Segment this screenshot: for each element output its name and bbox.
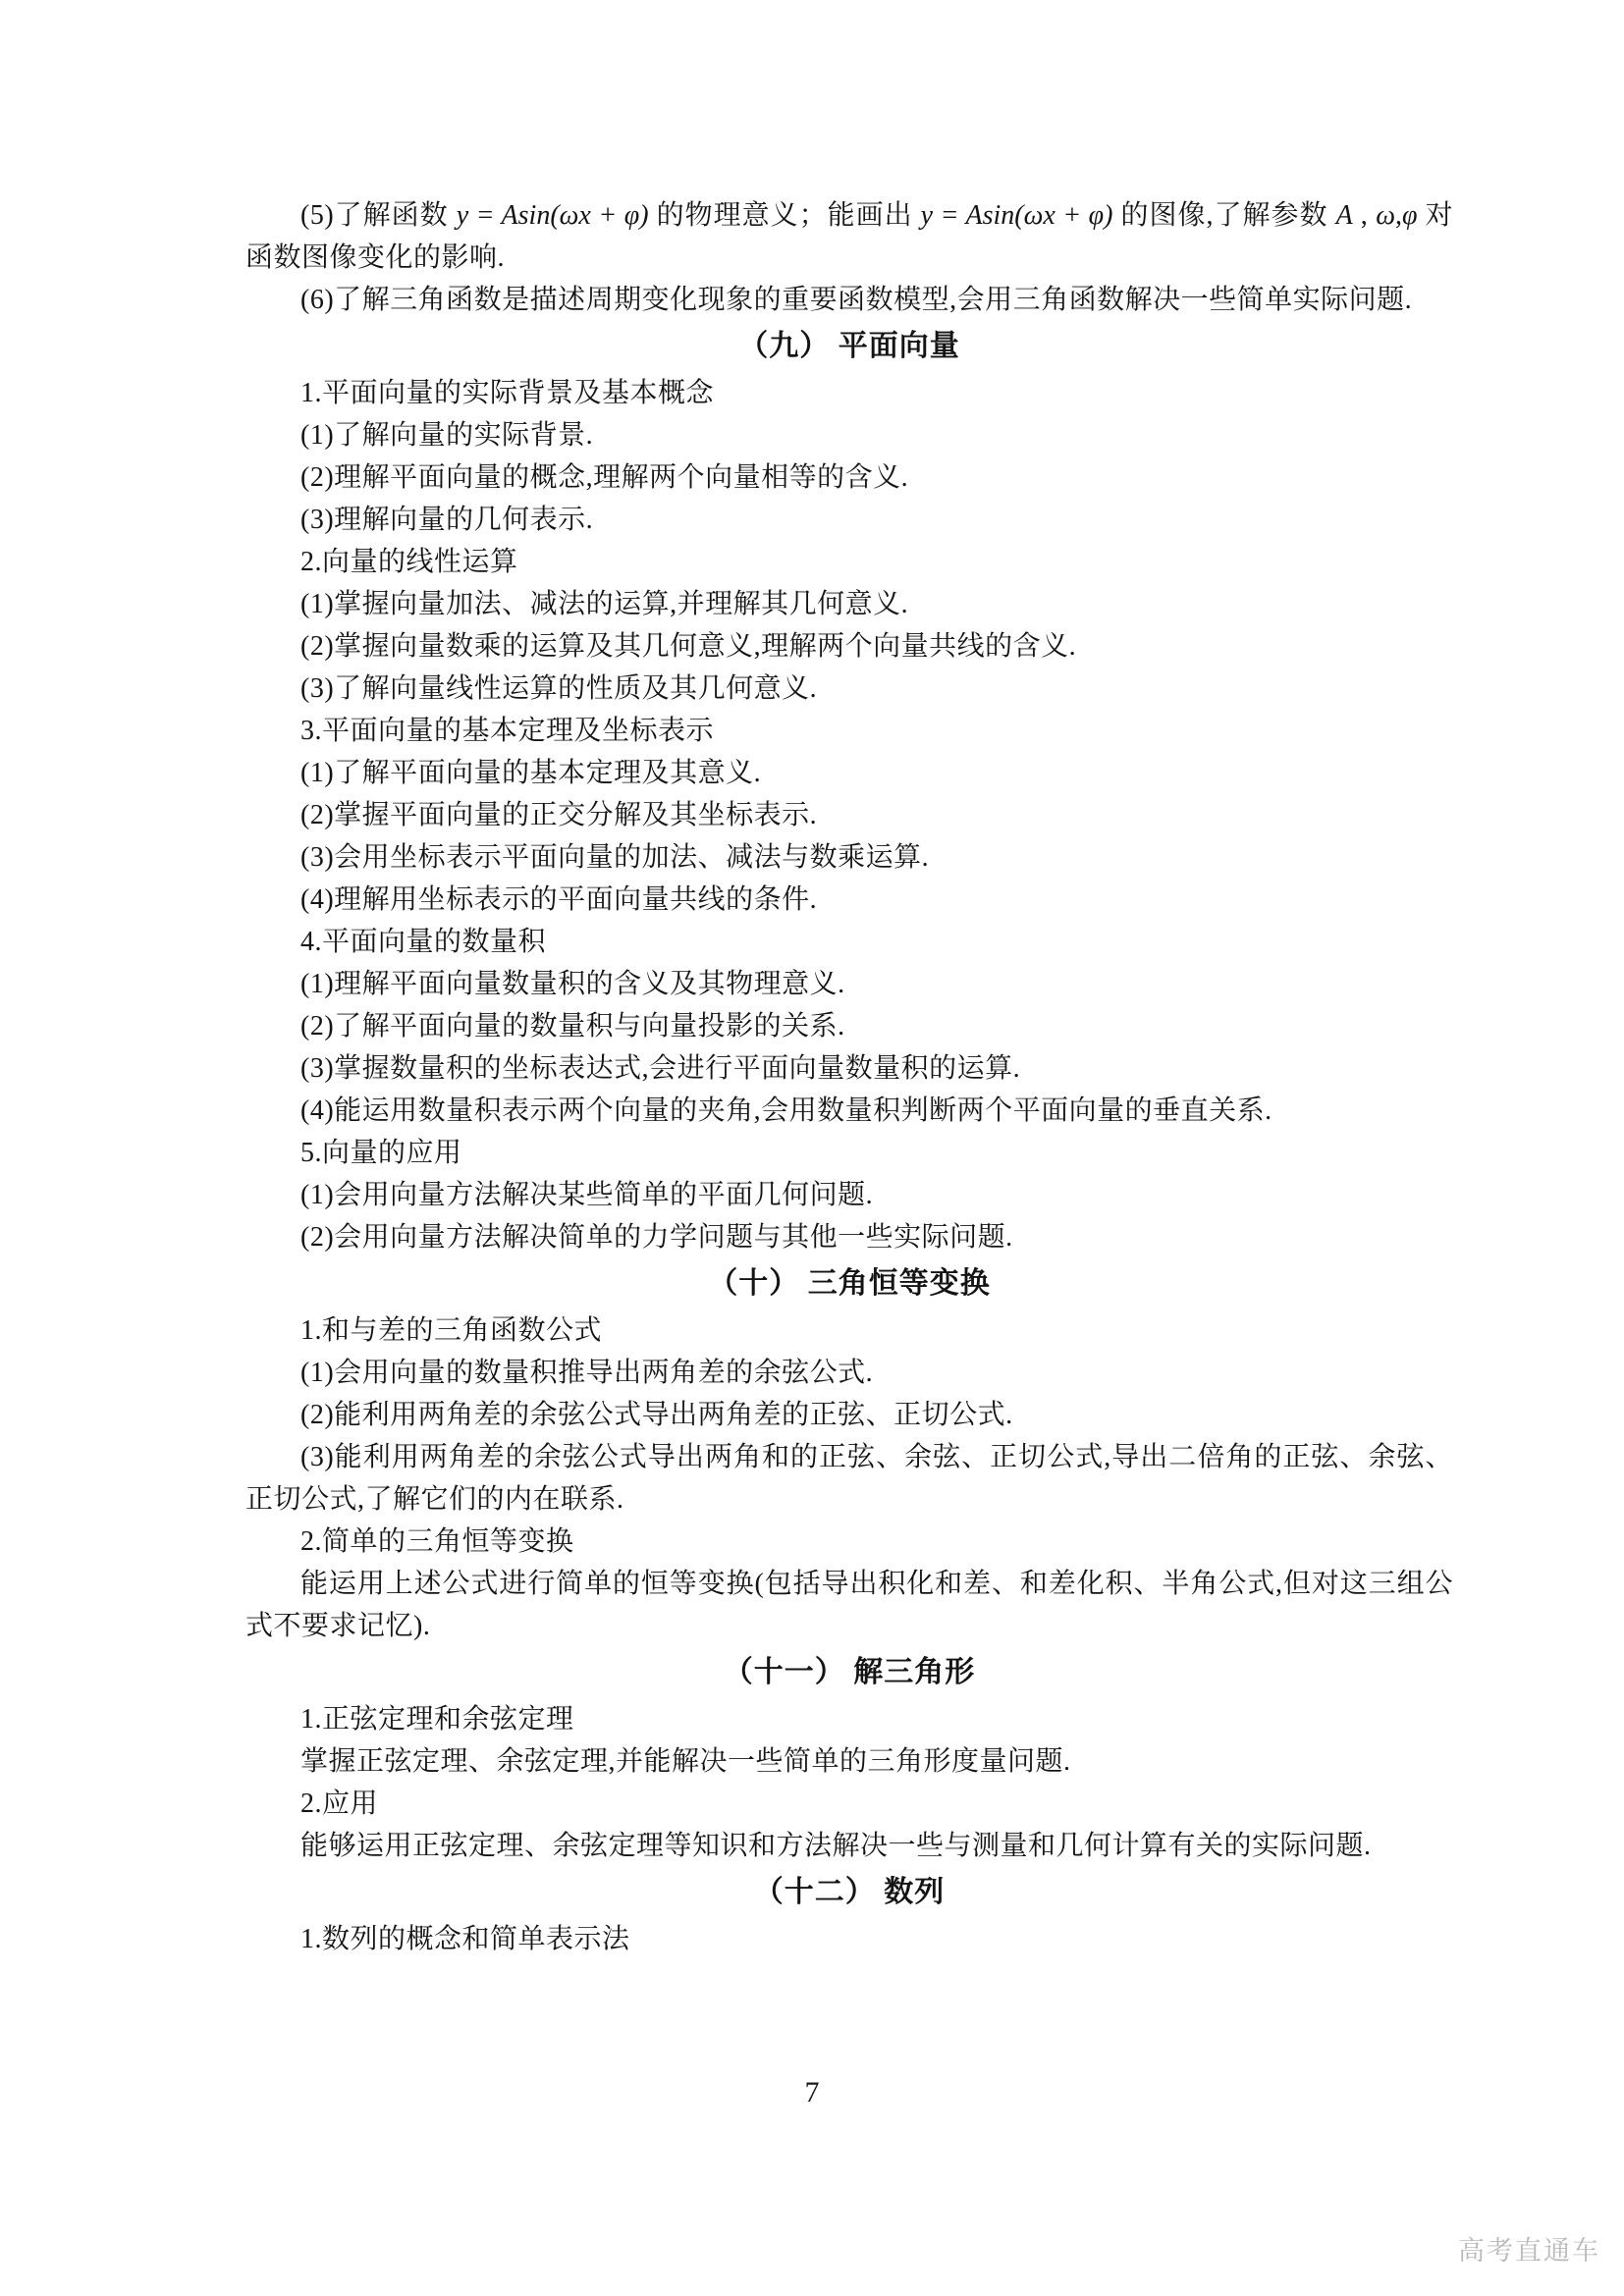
paragraph: (1)了解向量的实际背景.	[300, 420, 594, 451]
document-content	[245, 194, 1453, 1960]
paragraph: (3)了解向量线性运算的性质及其几何意义.	[300, 673, 818, 704]
paragraph: (1)会用向量的数量积推导出两角差的余弦公式.	[300, 1358, 874, 1388]
paragraph: 3.平面向量的基本定理及坐标表示	[300, 716, 715, 746]
paragraph: (1)掌握向量加法、减法的运算,并理解其几何意义.	[300, 589, 909, 619]
formula-param-a: A	[1335, 200, 1353, 231]
paragraph: 1.数列的概念和简单表示法	[300, 1924, 630, 1954]
paragraph: (2)能利用两角差的余弦公式导出两角差的正弦、正切公式.	[300, 1400, 1013, 1430]
formula-asin-1: y = Asin(ωx + φ)	[456, 200, 649, 231]
paragraph: (1)理解平面向量数量积的含义及其物理意义.	[300, 969, 845, 999]
paragraph: (4)理解用坐标表示的平面向量共线的条件.	[300, 884, 818, 915]
paragraph: (2)掌握平面向量的正交分解及其坐标表示.	[300, 800, 818, 830]
paragraph: (1)会用向量方法解决某些简单的平面几何问题.	[300, 1180, 874, 1210]
text-segment: 对函数图像变化的影响.	[245, 200, 1453, 273]
paragraph: (1)了解平面向量的基本定理及其意义.	[300, 758, 762, 788]
paragraph: 1.平面向量的实际背景及基本概念	[300, 378, 715, 408]
text-segment: (5)了解函数	[300, 200, 457, 231]
text-segment: ,	[1352, 200, 1377, 231]
paragraph: 能运用上述公式进行简单的恒等变换(包括导出积化和差、和差化积、半角公式,但对这三组公式不要求记忆).	[245, 1569, 1453, 1641]
paragraph: (2)了解平面向量的数量积与向量投影的关系.	[300, 1011, 845, 1041]
formula-params-omega-phi: ω,φ	[1376, 200, 1418, 231]
text-segment: 的物理意义；能画出	[648, 200, 921, 231]
paragraph-trig-5	[245, 194, 1453, 279]
paragraph: 2.简单的三角恒等变换	[300, 1526, 574, 1557]
paragraph: 1.正弦定理和余弦定理	[300, 1704, 574, 1735]
paragraph: 4.平面向量的数量积	[300, 927, 547, 957]
section-heading-12: （十二） 数列	[753, 1876, 946, 1908]
paragraph: 5.向量的应用	[300, 1138, 462, 1168]
paragraph: (2)会用向量方法解决简单的力学问题与其他一些实际问题.	[300, 1222, 1013, 1253]
section-heading-10: （十） 三角恒等变换	[708, 1267, 991, 1300]
paragraph: (4)能运用数量积表示两个向量的夹角,会用数量积判断两个平面向量的垂直关系.	[300, 1095, 1272, 1126]
paragraph: 2.向量的线性运算	[300, 547, 518, 577]
paragraph: 掌握正弦定理、余弦定理,并能解决一些简单的三角形度量问题.	[300, 1746, 1071, 1777]
paragraph: (3)会用坐标表示平面向量的加法、减法与数乘运算.	[300, 842, 930, 873]
text-segment: 的图像,了解参数	[1112, 200, 1336, 231]
page-number: 7	[804, 2076, 820, 2109]
formula-asin-2: y = Asin(ωx + φ)	[920, 200, 1113, 231]
section-heading-9: （九） 平面向量	[738, 330, 960, 362]
section-heading-11: （十一） 解三角形	[723, 1656, 976, 1688]
paragraph: (3)理解向量的几何表示.	[300, 505, 594, 535]
watermark-gaokao-express: 高考直通车	[1458, 2236, 1600, 2266]
paragraph: (2)掌握向量数乘的运算及其几何意义,理解两个向量共线的含义.	[300, 631, 1077, 662]
paragraph: (2)理解平面向量的概念,理解两个向量相等的含义.	[300, 462, 909, 493]
paragraph-trig-6: (6)了解三角函数是描述周期变化现象的重要函数模型,会用三角函数解决一些简单实际问题.	[300, 285, 1413, 315]
paragraph: 2.应用	[300, 1789, 379, 1819]
paragraph: 能够运用正弦定理、余弦定理等知识和方法解决一些与测量和几何计算有关的实际问题.	[300, 1831, 1372, 1861]
paragraph: (3)能利用两角差的余弦公式导出两角和的正弦、余弦、正切公式,导出二倍角的正弦、余弦、正切公式,了解它们的内在联系.	[245, 1442, 1453, 1515]
paragraph: 1.和与差的三角函数公式	[300, 1315, 603, 1346]
paragraph: (3)掌握数量积的坐标表达式,会进行平面向量数量积的运算.	[300, 1053, 1021, 1084]
